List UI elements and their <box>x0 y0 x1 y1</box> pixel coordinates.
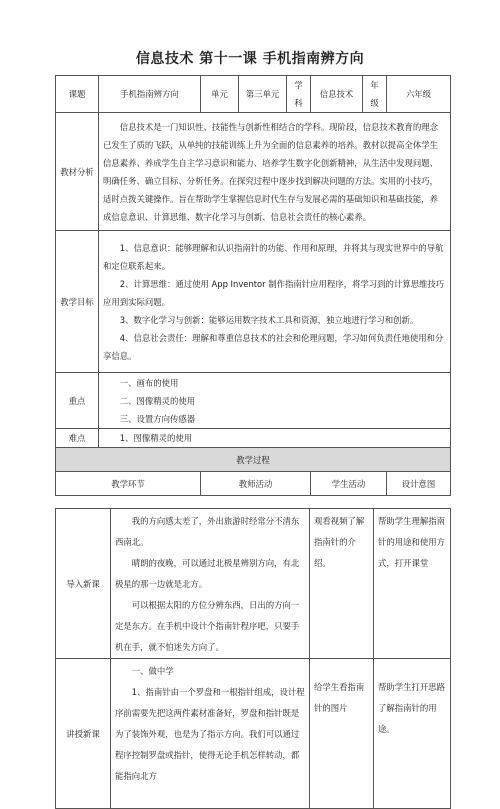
analysis-text-cell <box>99 113 451 231</box>
process-title: 教学过程 <box>56 448 451 472</box>
page-title: 信息技术 第十一课 手机指南辨方向 <box>135 51 365 67</box>
grade-label: 年级 <box>363 76 387 113</box>
process-row-teach <box>56 659 451 809</box>
student-activity: 观看视频了解指南针的介绍。 <box>310 509 374 659</box>
keypoints-row <box>56 373 451 429</box>
difficulty-label: 难点 <box>56 429 99 448</box>
grade-value: 六年级 <box>387 76 451 113</box>
process-stage: 讲授新课 <box>56 659 111 809</box>
analysis-text: 信息技术是一门知识性、技能性与创新性相结合的学科。现阶段，信息技术教育的理念已发生了质的飞跃，从单纯的技能训练上升为全面的信息素养的培养。教材以提高全体学生信息素养、养成学生自主学习意识和能力、培养学生数字化创新精神，从生活中发现问题、明确任务、确立目标、分析任务。在探究过程中逐步找到解决问题的方法。实用的小技巧，适时点拨关键操作。旨在帮助学生掌握信息时代生存与发展必需的基础知识和基础技能，养成信息意识、计算思维、数字化学习与创新、信息社会责任的核心素养。 <box>103 121 439 222</box>
process-row-intro <box>56 509 451 659</box>
teacher-activity: 晴朗的夜晚，可以通过北极星辨别方向，有北极星的那一边就是北方。 <box>115 558 300 589</box>
teacher-activity: 可以根据太阳的方位分辨东西，日出的方向一定是东方。在手机中设计个指南针程序吧，只要手机在手，就不怕迷失方向了。 <box>115 600 300 652</box>
goals-row <box>56 231 451 373</box>
student-activity: 给学生看指南针的图片 <box>310 659 374 809</box>
unit-label: 单元 <box>201 76 239 113</box>
teacher-activity: 我的方向感太差了，外出旅游时经常分不清东西南北。 <box>115 516 300 547</box>
keypoint-item: 三、设置方向传感器 <box>119 413 196 424</box>
lesson-plan-table <box>55 75 451 496</box>
subject-value: 信息技术 <box>311 76 363 113</box>
difficulty-item: 1、图像精灵的使用 <box>119 433 193 443</box>
process-teacher-cell <box>111 659 310 809</box>
topic-label: 课题 <box>56 76 99 113</box>
keypoint-item: 一、画布的使用 <box>119 377 179 388</box>
process-teacher-cell <box>111 509 310 659</box>
teacher-activity: 一、做中学 <box>131 666 174 676</box>
analysis-label: 教材分析 <box>56 113 99 231</box>
keypoints-cell <box>99 373 451 429</box>
header-row <box>56 76 451 113</box>
process-title-row <box>56 448 451 472</box>
difficulty-cell <box>99 429 451 448</box>
process-stage: 导入新课 <box>56 509 111 659</box>
difficulty-row <box>56 429 451 448</box>
goal-item: 3、数字化学习与创新：能够运用数字技术工具和资源，独立地进行学习和创新。 <box>119 314 419 325</box>
subject-label: 学科 <box>287 76 311 113</box>
goal-item: 4、信息社会责任：理解和尊重信息技术的社会和伦理问题，学习如何负责任地使用和分享信息。 <box>103 332 444 361</box>
unit-value: 第三单元 <box>239 76 287 113</box>
process-body-table <box>55 508 451 809</box>
process-header-intent: 设计意图 <box>387 472 451 496</box>
keypoint-item: 二、图像精灵的使用 <box>119 395 196 406</box>
goal-item: 1、信息意识：能够理解和认识指南针的功能、作用和原理，并将其与现实世界中的导航和定位联系起来。 <box>103 242 444 271</box>
process-header-row <box>56 472 451 496</box>
keypoints-label: 重点 <box>56 373 99 429</box>
goals-cell <box>99 231 451 373</box>
topic-value: 手机指南辨方向 <box>99 76 201 113</box>
design-intent: 帮助学生打开思路了解指南针的用途。 <box>374 659 451 809</box>
teacher-activity: 1、指南针由一个罗盘和一根指针组成，设计程序前需要先把这两件素材准备好，罗盘和指针既是为了装饰外观，也是为了指示方向。我们可以通过程序控制罗盘或指针，使得无论手机怎样转动，都能指向北方 <box>115 687 305 781</box>
analysis-row <box>56 113 451 231</box>
process-header-teacher: 教师活动 <box>201 472 311 496</box>
design-intent: 帮助学生理解指南针的用途和使用方式，打开课堂 <box>374 509 451 659</box>
goal-item: 2、计算思维：通过使用 App Inventor 制作指南针应用程序，将学习到的计算思维技巧应用到实际问题。 <box>103 278 445 307</box>
process-header-student: 学生活动 <box>311 472 387 496</box>
goals-label: 教学目标 <box>56 231 99 373</box>
process-header-stage: 教学环节 <box>56 472 201 496</box>
